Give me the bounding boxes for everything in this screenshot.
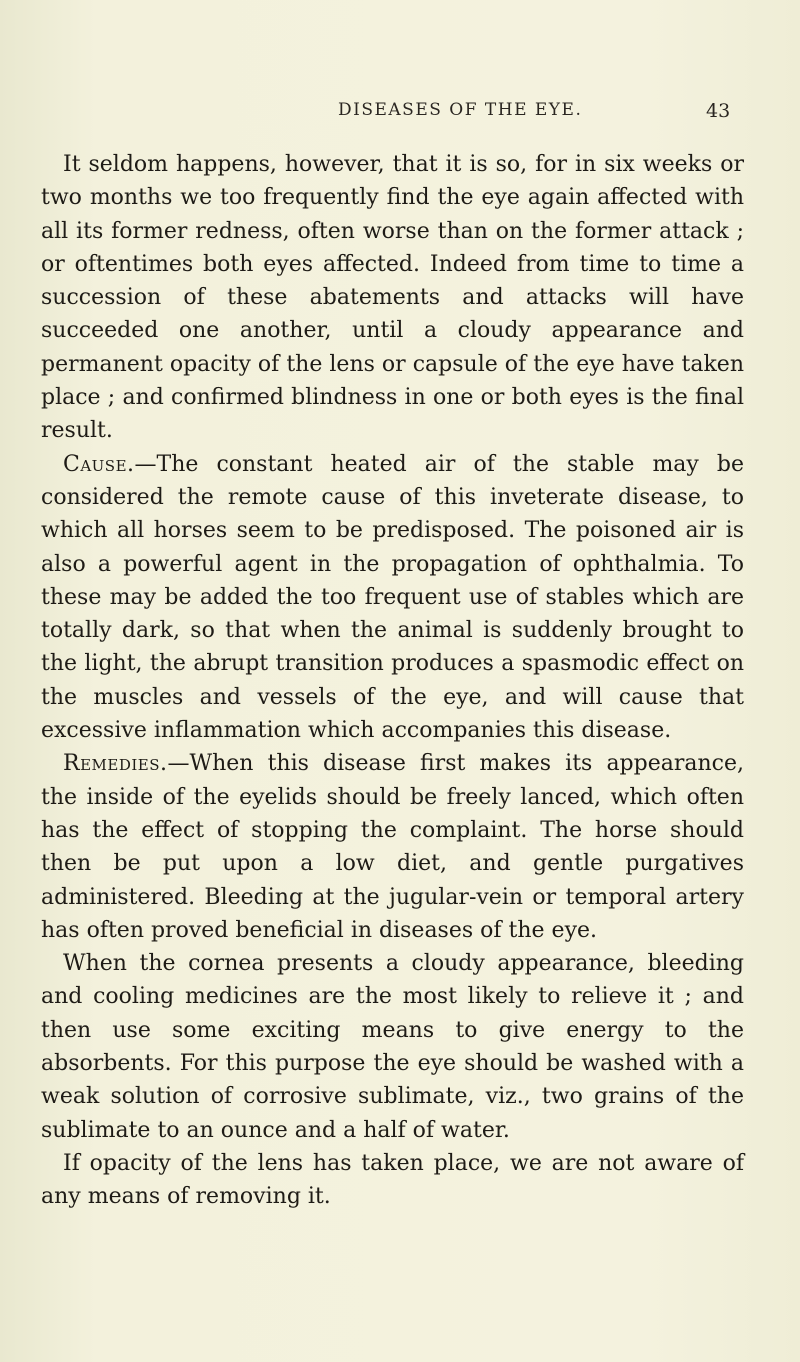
- paragraph-remedies: [41, 747, 744, 947]
- paragraph-text: When the cornea presents a cloudy appearance, bleeding and cooling medicines are the most likely to relieve it ; and then use some exciting means to give energy to the absorbents. For this purpose the eye should be washed with a weak solution of corrosive sublimate, viz., two grains of the sublimate to an ounce and a half of water.: [41, 951, 744, 1143]
- paragraph-opacity: [41, 1147, 744, 1214]
- running-head: [0, 100, 800, 132]
- section-heading-cause: Cause.: [63, 451, 135, 477]
- body-text: [41, 148, 744, 1214]
- paragraph-text: If opacity of the lens has taken place, we are not aware of any means of removing it.: [41, 1150, 744, 1210]
- paragraph-relapse: [41, 148, 744, 448]
- paragraph-cause: [41, 448, 744, 748]
- page-number: 43: [706, 100, 731, 122]
- paragraph-text: —The constant heated air of the stable may be considered the remote cause of this inveterate disease, to which all horses seem to be predisposed. The poisoned air is also a powerful agent in the propagation of ophthalmia. To these may be added the too frequent use of stables which are totally dark, so that when the animal is suddenly brought to the light, the abrupt transition produces a spasmodic effect on the muscles and vessels of the eye, and will cause that excessive inflammation which accompanies this disease.: [41, 451, 744, 744]
- running-title: DISEASES OF THE EYE.: [338, 100, 583, 120]
- paragraph-cornea: [41, 947, 744, 1147]
- paragraph-text: It seldom happens, however, that it is so, for in six weeks or two months we too frequently find the eye again affected with all its former redness, often worse than on the former attack ; or oftentimes both eyes affected. Indeed from time to time a succession of these abatements and attacks will have succeeded one another, until a cloudy appearance and permanent opacity of the lens or capsule of the eye have taken place ; and confirmed blindness in one or both eyes is the final result.: [41, 152, 744, 444]
- paragraph-text: —When this disease first makes its appearance, the inside of the eyelids should be freely lanced, which often has the effect of stopping the complaint. The horse should then be put upon a low diet, and gentle purgatives administered. Bleeding at the jugular-vein or temporal artery has often proved beneficial in diseases of the eye.: [41, 751, 744, 943]
- section-heading-remedies: Remedies.: [63, 751, 168, 777]
